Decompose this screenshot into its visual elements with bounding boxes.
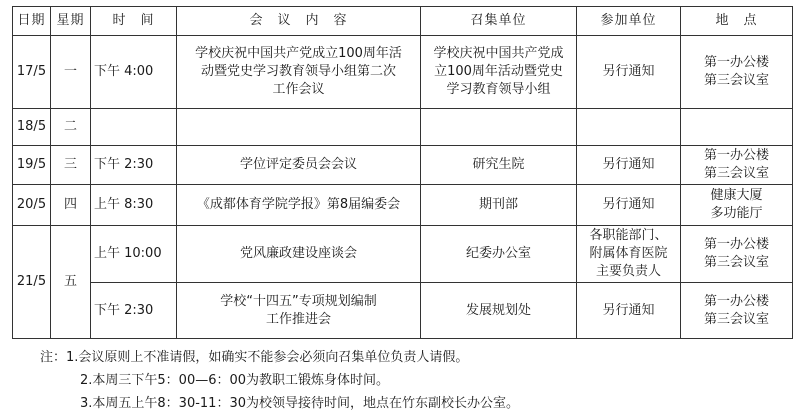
schedule-container xyxy=(12,6,792,415)
cell-weekday: 二 xyxy=(51,109,91,146)
cell-date: 17/5 xyxy=(13,36,51,109)
cell-weekday: 四 xyxy=(51,185,91,226)
header-organizer: 召集单位 xyxy=(421,7,577,36)
cell-organizer: 纪委办公室 xyxy=(421,226,577,283)
cell-weekday: 五 xyxy=(51,226,91,339)
cell-location: 第一办公楼 第三会议室 xyxy=(681,226,793,283)
cell-participants xyxy=(577,109,681,146)
note-line-2: 2.本周三下午5：00—6：00为教职工锻炼身体时间。 xyxy=(80,373,390,388)
table-row xyxy=(13,185,793,226)
cell-time: 下午 4:00 xyxy=(91,36,177,109)
cell-location: 第一办公楼 第三会议室 xyxy=(681,36,793,109)
cell-time: 上午 10:00 xyxy=(91,226,177,283)
header-time: 时 间 xyxy=(91,7,177,36)
cell-time: 下午 2:30 xyxy=(91,146,177,185)
table-row xyxy=(13,283,793,339)
cell-participants: 另行通知 xyxy=(577,36,681,109)
header-content: 会 议 内 容 xyxy=(177,7,421,36)
cell-participants: 另行通知 xyxy=(577,185,681,226)
cell-weekday: 三 xyxy=(51,146,91,185)
cell-content: 党风廉政建设座谈会 xyxy=(177,226,421,283)
cell-date: 19/5 xyxy=(13,146,51,185)
header-participants: 参加单位 xyxy=(577,7,681,36)
header-location: 地 点 xyxy=(681,7,793,36)
table-row xyxy=(13,36,793,109)
cell-organizer: 研究生院 xyxy=(421,146,577,185)
cell-organizer: 学校庆祝中国共产党成 立100周年活动暨党史 学习教育领导小组 xyxy=(421,36,577,109)
cell-content: 《成都体育学院学报》第8届编委会 xyxy=(177,185,421,226)
cell-content: 学位评定委员会会议 xyxy=(177,146,421,185)
header-date: 日期 xyxy=(13,7,51,36)
note-line-1: 注：1.会议原则上不准请假，如确实不能参会必须向召集单位负责人请假。 xyxy=(40,350,469,365)
cell-content xyxy=(177,109,421,146)
cell-time xyxy=(91,109,177,146)
cell-participants: 另行通知 xyxy=(577,283,681,339)
table-header-row xyxy=(13,7,793,36)
cell-location: 第一办公楼 第三会议室 xyxy=(681,283,793,339)
cell-location: 第一办公楼 第三会议室 xyxy=(681,146,793,185)
table-row xyxy=(13,146,793,185)
note-line-3: 3.本周五上午8：30-11：30为校领导接待时间，地点在竹东副校长办公室。 xyxy=(80,396,519,411)
cell-date: 21/5 xyxy=(13,226,51,339)
meeting-schedule-table xyxy=(12,6,793,339)
cell-location xyxy=(681,109,793,146)
table-row xyxy=(13,109,793,146)
cell-organizer: 期刊部 xyxy=(421,185,577,226)
cell-location: 健康大厦 多功能厅 xyxy=(681,185,793,226)
cell-organizer: 发展规划处 xyxy=(421,283,577,339)
cell-organizer xyxy=(421,109,577,146)
cell-time: 下午 2:30 xyxy=(91,283,177,339)
cell-time: 上午 8:30 xyxy=(91,185,177,226)
schedule-notes xyxy=(12,346,792,415)
cell-participants: 另行通知 xyxy=(577,146,681,185)
cell-weekday: 一 xyxy=(51,36,91,109)
cell-content: 学校“十四五”专项规划编制 工作推进会 xyxy=(177,283,421,339)
cell-date: 20/5 xyxy=(13,185,51,226)
table-row xyxy=(13,226,793,283)
header-weekday: 星期 xyxy=(51,7,91,36)
cell-content: 学校庆祝中国共产党成立100周年活 动暨党史学习教育领导小组第二次 工作会议 xyxy=(177,36,421,109)
cell-participants: 各职能部门、 附属体育医院 主要负责人 xyxy=(577,226,681,283)
cell-date: 18/5 xyxy=(13,109,51,146)
